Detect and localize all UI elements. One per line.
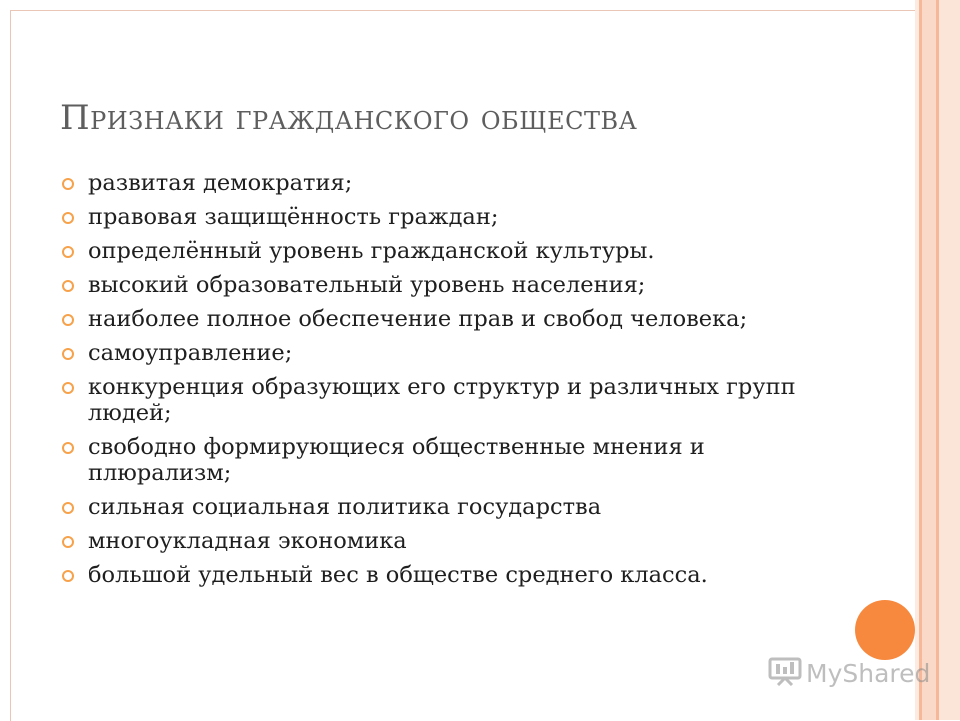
- bullet-item: [62, 434, 832, 486]
- bullet-text: развитая демократия;: [88, 170, 353, 196]
- bullet-item: [62, 170, 832, 196]
- bullet-ring-icon: [62, 348, 74, 360]
- stripe: [939, 0, 960, 720]
- bullet-item: [62, 204, 832, 230]
- bullet-text: высокий образовательный уровень населения;: [88, 272, 646, 298]
- bullet-ring-icon: [62, 212, 74, 224]
- bullet-item: [62, 528, 832, 554]
- decorative-circle: [855, 600, 915, 660]
- bullet-text: самоуправление;: [88, 340, 293, 366]
- bullet-ring-icon: [62, 280, 74, 292]
- bullet-item: [62, 494, 832, 520]
- bullet-item: [62, 562, 832, 588]
- bullet-item: [62, 340, 832, 366]
- bullet-ring-icon: [62, 502, 74, 514]
- bullet-list: [62, 170, 832, 596]
- bullet-text: многоукладная экономика: [88, 528, 407, 554]
- presentation-icon: [768, 656, 802, 690]
- bullet-ring-icon: [62, 246, 74, 258]
- watermark-text: MyShared: [806, 658, 931, 688]
- bullet-text: наиболее полное обеспечение прав и свобод человека;: [88, 306, 748, 332]
- stripe: [922, 0, 936, 720]
- bullet-ring-icon: [62, 314, 74, 326]
- bullet-ring-icon: [62, 178, 74, 190]
- bullet-ring-icon: [62, 536, 74, 548]
- bullet-ring-icon: [62, 442, 74, 454]
- bullet-ring-icon: [62, 570, 74, 582]
- slide-title: Признаки гражданского общества: [60, 98, 638, 138]
- bullet-text: свободно формирующиеся общественные мнения и плюрализм;: [88, 434, 705, 486]
- bullet-ring-icon: [62, 382, 74, 394]
- bullet-item: [62, 306, 832, 332]
- bullet-text: правовая защищённость граждан;: [88, 204, 499, 230]
- bullet-item: [62, 272, 832, 298]
- watermark-logo: [768, 656, 930, 690]
- bullet-text: конкуренция образующих его структур и различных групп людей;: [88, 374, 796, 426]
- bullet-item: [62, 238, 832, 264]
- bullet-text: определённый уровень гражданской культуры.: [88, 238, 655, 264]
- bullet-text: большой удельный вес в обществе среднего класса.: [88, 562, 708, 588]
- decorative-stripes: [915, 0, 960, 720]
- bullet-text: сильная социальная политика государства: [88, 494, 602, 520]
- bullet-item: [62, 374, 832, 426]
